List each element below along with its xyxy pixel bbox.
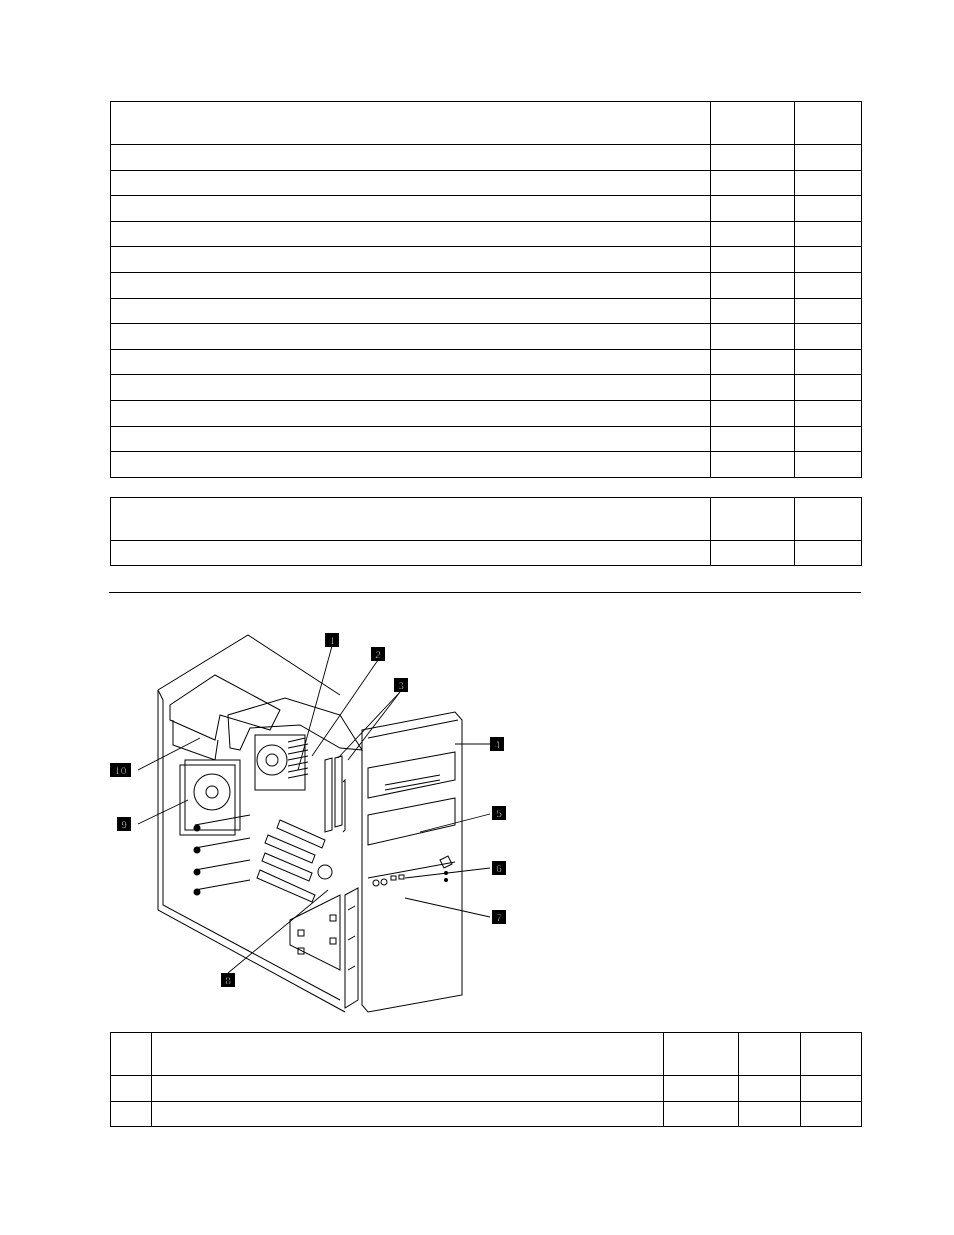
table-cell	[711, 247, 795, 273]
header-cell	[664, 1033, 739, 1076]
table-cell	[739, 1101, 801, 1127]
table-cell	[795, 298, 862, 324]
table-cell	[111, 170, 711, 196]
table-cell	[795, 247, 862, 273]
callout-2	[371, 647, 385, 662]
table-cell	[664, 1101, 739, 1127]
table-cell	[739, 1076, 801, 1102]
table-cell	[795, 426, 862, 452]
table-cell	[795, 541, 862, 566]
header-cell	[111, 498, 711, 541]
table-cell	[711, 349, 795, 375]
table-cell	[711, 375, 795, 401]
table-cell	[801, 1076, 862, 1102]
section-divider	[109, 592, 861, 593]
table-cell	[111, 1076, 152, 1102]
table-cell	[111, 375, 711, 401]
table-cell	[111, 400, 711, 426]
parts-table-3	[110, 1032, 862, 1127]
header-cell	[111, 102, 711, 145]
header-cell	[795, 102, 862, 145]
table-cell	[711, 196, 795, 222]
table-row	[111, 400, 862, 426]
callout-9	[117, 817, 131, 832]
table-row	[111, 349, 862, 375]
table-cell	[795, 452, 862, 478]
callout-4	[490, 737, 504, 752]
table-row	[111, 426, 862, 452]
svg-text:1: 1	[328, 635, 336, 648]
table-cell	[152, 1076, 664, 1102]
header-cell	[152, 1033, 664, 1076]
table-cell	[111, 541, 711, 566]
table-row	[111, 1101, 862, 1127]
table-row	[111, 298, 862, 324]
callout-8	[221, 973, 235, 988]
table-header	[111, 1033, 862, 1076]
header-cell	[739, 1033, 801, 1076]
table-cell	[111, 426, 711, 452]
table-cell	[795, 375, 862, 401]
header-cell	[795, 498, 862, 541]
callout-6	[492, 861, 506, 876]
table-cell	[664, 1076, 739, 1102]
table-cell	[111, 247, 711, 273]
table-row	[111, 541, 862, 566]
table-cell	[795, 170, 862, 196]
svg-text:7: 7	[495, 912, 503, 925]
table-cell	[711, 298, 795, 324]
table-row	[111, 145, 862, 171]
table-cell	[795, 324, 862, 350]
leader-lines	[138, 646, 490, 973]
table-row	[111, 247, 862, 273]
table-cell	[711, 541, 795, 566]
table-row	[111, 1076, 862, 1102]
table-cell	[711, 170, 795, 196]
table-cell	[152, 1101, 664, 1127]
chassis-drawing	[158, 635, 462, 1012]
table-cell	[111, 349, 711, 375]
table-cell	[795, 145, 862, 171]
table-cell	[795, 272, 862, 298]
parts-table-2	[110, 497, 862, 566]
header-cell	[111, 1033, 152, 1076]
table-cell	[795, 349, 862, 375]
table-cell	[111, 145, 711, 171]
svg-text:5: 5	[495, 808, 503, 821]
header-cell	[711, 498, 795, 541]
table-cell	[711, 426, 795, 452]
table-cell	[795, 221, 862, 247]
table-cell	[711, 221, 795, 247]
svg-text:4: 4	[493, 739, 501, 752]
table-row	[111, 221, 862, 247]
computer-chassis-figure	[100, 620, 520, 1020]
table-cell	[795, 400, 862, 426]
table-cell	[111, 196, 711, 222]
callout-5	[492, 806, 506, 821]
svg-text:9: 9	[120, 819, 128, 832]
table-row	[111, 196, 862, 222]
callout-7	[492, 910, 506, 925]
parts-table-1	[110, 101, 862, 478]
callout-10	[110, 763, 131, 778]
table-cell	[711, 324, 795, 350]
table-header	[111, 102, 862, 145]
table-cell	[711, 145, 795, 171]
svg-text:8: 8	[224, 975, 232, 988]
table-cell	[111, 324, 711, 350]
table-row	[111, 272, 862, 298]
svg-text:3: 3	[397, 680, 405, 693]
table-header	[111, 498, 862, 541]
table-cell	[711, 272, 795, 298]
svg-text:2: 2	[374, 649, 382, 662]
callout-3	[394, 678, 408, 693]
table-cell	[711, 452, 795, 478]
svg-text:10: 10	[114, 765, 127, 778]
header-cell	[711, 102, 795, 145]
table-cell	[801, 1101, 862, 1127]
table-cell	[711, 400, 795, 426]
callout-1	[325, 633, 339, 648]
svg-text:6: 6	[495, 863, 503, 876]
table-cell	[111, 452, 711, 478]
table-cell	[111, 272, 711, 298]
table-cell	[111, 221, 711, 247]
table-row	[111, 452, 862, 478]
table-row	[111, 375, 862, 401]
table-cell	[111, 298, 711, 324]
table-cell	[111, 1101, 152, 1127]
header-cell	[801, 1033, 862, 1076]
table-cell	[795, 196, 862, 222]
table-row	[111, 170, 862, 196]
table-row	[111, 324, 862, 350]
